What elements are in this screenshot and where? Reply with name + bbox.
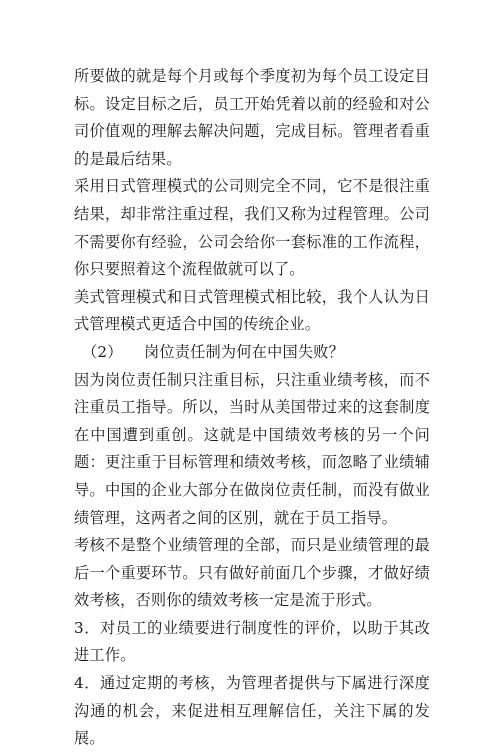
document-body — [74, 63, 430, 753]
paragraph-responsibility-failure: 因为岗位责任制只注重目标，只注重业绩考核，而不注重员工指导。所以，当时从美国带过来的这套制度在中国遭到重创。这就是中国绩效考核的另一个问题：更注重于目标管理和绩效考核，而忽略了业绩辅导。中国的企业大部分在做岗位责任制，而没有做业绩管理，这两者之间的区别，就在于员工指导。 — [74, 370, 430, 527]
paragraph-goal-setting: 所要做的就是每个月或每个季度初为每个员工设定目标。设定目标之后，员工开始凭着以前的经验和对公司价值观的理解去解决问题，完成目标。管理者看重的是最后结果。 — [74, 67, 430, 168]
section-title: 岗位责任制为何在中国失败？ — [144, 342, 345, 361]
list-item-3: 3．对员工的业绩要进行制度性的评价，以助于其改进工作。 — [74, 618, 430, 665]
section-heading — [74, 339, 430, 367]
section-number: （2） — [82, 342, 123, 361]
paragraph-assessment-role: 考核不是整个业绩管理的全部，而只是业绩管理的最后一个重要环节。只有做好前面几个步骤，才做好绩效考核，否则你的绩效考核一定是流于形式。 — [74, 536, 430, 610]
paragraph-comparison: 美式管理模式和日式管理模式相比较，我个人认为日式管理模式更适合中国的传统企业。 — [74, 287, 430, 334]
list-item-4: 4．通过定期的考核，为管理者提供与下属进行深度沟通的机会，来促进相互理解信任，关注下属的发展。 — [74, 674, 430, 748]
paragraph-japanese-management: 采用日式管理模式的公司则完全不同，它不是很注重结果，却非常注重过程，我们又称为过程管理。公司不需要你有经验，公司会给你一套标准的工作流程，你只要照着这个流程做就可以了。 — [74, 177, 430, 279]
